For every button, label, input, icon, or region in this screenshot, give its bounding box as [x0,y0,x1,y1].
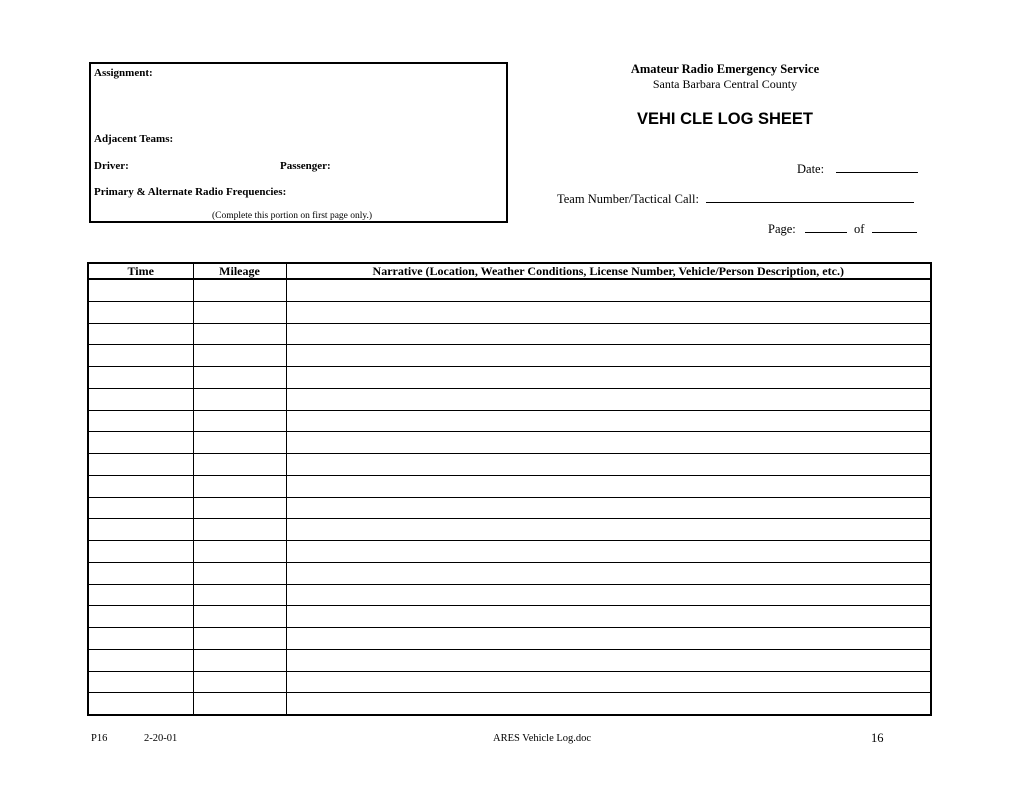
page-field [768,221,917,237]
narrative-cell[interactable] [286,388,930,410]
time-cell[interactable] [89,628,193,650]
time-cell[interactable] [89,562,193,584]
narrative-cell[interactable] [286,562,930,584]
footer-filename: ARES Vehicle Log.doc [493,733,592,744]
mileage-cell[interactable] [193,671,286,693]
mileage-cell[interactable] [193,410,286,432]
table-row [89,388,930,410]
mileage-cell[interactable] [193,584,286,606]
table-row [89,671,930,693]
first-page-note: (Complete this portion on first page only.) [212,211,373,221]
time-cell[interactable] [89,367,193,389]
mileage-cell[interactable] [193,519,286,541]
table-row [89,410,930,432]
table-row [89,584,930,606]
narrative-cell[interactable] [286,345,930,367]
narrative-cell[interactable] [286,279,930,301]
narrative-cell[interactable] [286,519,930,541]
table-row [89,454,930,476]
narrative-cell[interactable] [286,693,930,714]
mileage-cell[interactable] [193,628,286,650]
narrative-cell[interactable] [286,541,930,563]
time-cell[interactable] [89,388,193,410]
mileage-cell[interactable] [193,693,286,714]
time-cell[interactable] [89,541,193,563]
narrative-cell[interactable] [286,410,930,432]
narrative-cell[interactable] [286,432,930,454]
narrative-cell[interactable] [286,584,930,606]
narrative-cell[interactable] [286,367,930,389]
mileage-cell[interactable] [193,323,286,345]
time-cell[interactable] [89,454,193,476]
time-cell[interactable] [89,649,193,671]
mileage-cell[interactable] [193,279,286,301]
narrative-cell[interactable] [286,606,930,628]
footer-date: 2-20-01 [144,733,178,744]
time-cell[interactable] [89,301,193,323]
team-label: Team Number/Tactical Call: [557,192,699,206]
table-row [89,541,930,563]
narrative-cell[interactable] [286,671,930,693]
time-cell[interactable] [89,693,193,714]
narrative-cell[interactable] [286,649,930,671]
mileage-cell[interactable] [193,606,286,628]
table-row [89,649,930,671]
log-table-body [89,279,930,714]
table-row [89,628,930,650]
time-cell[interactable] [89,606,193,628]
mileage-cell[interactable] [193,388,286,410]
time-cell[interactable] [89,279,193,301]
date-blank[interactable] [836,161,918,173]
time-cell[interactable] [89,432,193,454]
narrative-cell[interactable] [286,475,930,497]
narrative-cell[interactable] [286,497,930,519]
mileage-cell[interactable] [193,475,286,497]
date-field [797,161,918,177]
county-name: Santa Barbara Central County [652,77,798,91]
table-row [89,279,930,301]
mileage-cell[interactable] [193,541,286,563]
table-row [89,323,930,345]
table-row [89,432,930,454]
organization-name: Amateur Radio Emergency Service [630,62,820,76]
time-cell[interactable] [89,323,193,345]
narrative-cell[interactable] [286,301,930,323]
narrative-cell[interactable] [286,454,930,476]
table-row [89,497,930,519]
table-row [89,345,930,367]
date-label: Date: [797,162,825,176]
time-cell[interactable] [89,519,193,541]
table-row [89,519,930,541]
time-cell[interactable] [89,671,193,693]
column-header-time: Time [89,264,193,279]
narrative-cell[interactable] [286,323,930,345]
assignment-box [89,62,508,223]
team-field [557,191,914,207]
table-row [89,693,930,714]
mileage-cell[interactable] [193,301,286,323]
table-header-row [89,264,930,279]
of-label: of [854,222,865,236]
mileage-cell[interactable] [193,562,286,584]
time-cell[interactable] [89,475,193,497]
mileage-cell[interactable] [193,649,286,671]
page-total-blank[interactable] [872,221,917,233]
log-table [87,262,932,716]
assignment-label: Assignment: [94,67,153,79]
table-row [89,562,930,584]
page-label: Page: [768,222,796,236]
mileage-cell[interactable] [193,345,286,367]
footer-page-code: P16 [91,733,108,744]
table-row [89,475,930,497]
page-blank[interactable] [805,221,847,233]
time-cell[interactable] [89,497,193,519]
table-row [89,367,930,389]
page-title: VEHI CLE LOG SHEET [636,110,814,128]
frequencies-label: Primary & Alternate Radio Frequencies: [94,186,287,198]
time-cell[interactable] [89,410,193,432]
table-row [89,301,930,323]
time-cell[interactable] [89,584,193,606]
mileage-cell[interactable] [193,367,286,389]
passenger-label: Passenger: [280,160,331,172]
table-row [89,606,930,628]
driver-label: Driver: [94,160,129,172]
column-header-narrative: Narrative (Location, Weather Conditions, License Number, Vehicle/Person Description, etc.) [286,264,930,279]
column-header-mileage: Mileage [193,264,286,279]
mileage-cell[interactable] [193,497,286,519]
mileage-cell[interactable] [193,454,286,476]
team-blank[interactable] [706,191,914,203]
narrative-cell[interactable] [286,628,930,650]
time-cell[interactable] [89,345,193,367]
adjacent-teams-label: Adjacent Teams: [94,133,174,145]
footer-page-number: 16 [871,731,884,745]
mileage-cell[interactable] [193,432,286,454]
